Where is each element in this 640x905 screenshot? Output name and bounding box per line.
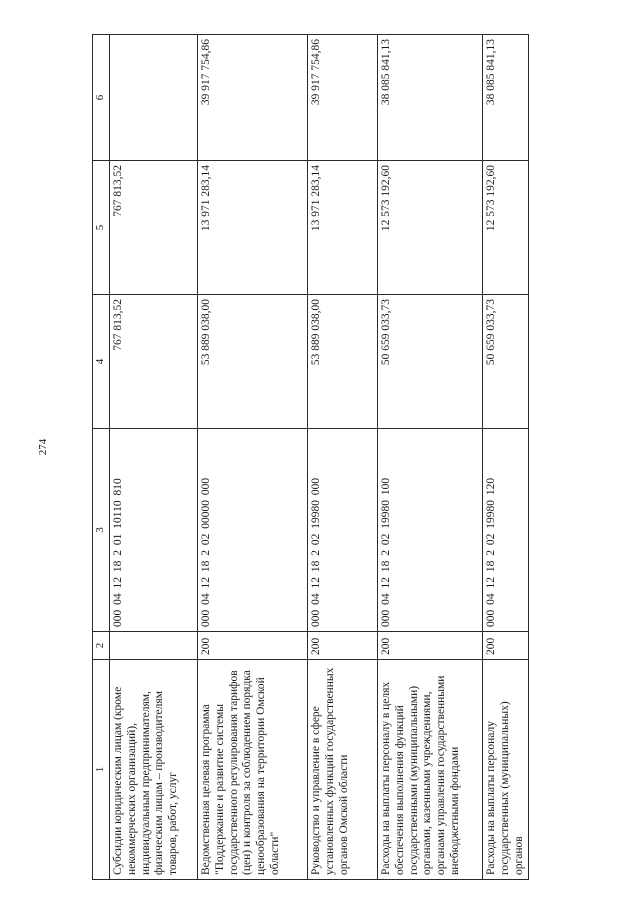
budget-table <box>92 34 529 880</box>
header-row <box>93 35 110 880</box>
row-col4: 50 659 033,73 <box>483 295 529 429</box>
row-admin: 200 <box>198 632 308 660</box>
row-col4: 767 813,52 <box>110 295 198 429</box>
table-row <box>378 35 483 880</box>
row-admin: 200 <box>308 632 378 660</box>
row-name: Субсидии юридическим лицам (кроме некоммерческих организаций), индивидуальным предпринимателям, физическим лицам – производителям товаров, работ, услуг <box>110 660 198 880</box>
header-col-6: 6 <box>93 35 110 161</box>
row-name: Расходы на выплаты персоналу государственных (муниципальных) органов <box>483 660 529 880</box>
row-code: 000 04 12 18 2 01 10110 810 <box>110 429 198 632</box>
row-name: Ведомственная целевая программа "Поддержание и развитие системы государственного регулирования тарифов (цен) и контроля за соблюдением порядка ценообразования на территории Омской области" <box>198 660 308 880</box>
row-col4: 50 659 033,73 <box>378 295 483 429</box>
row-code: 000 04 12 18 2 02 19980 100 <box>378 429 483 632</box>
row-col5: 13 971 283,14 <box>308 161 378 295</box>
header-col-2: 2 <box>93 632 110 660</box>
row-admin: 200 <box>378 632 483 660</box>
row-col5: 12 573 192,60 <box>483 161 529 295</box>
row-col6: 38 085 841,13 <box>483 35 529 161</box>
row-code: 000 04 12 18 2 02 00000 000 <box>198 429 308 632</box>
header-col-3: 3 <box>93 429 110 632</box>
row-col5: 767 813,52 <box>110 161 198 295</box>
row-col5: 12 573 192,60 <box>378 161 483 295</box>
header-col-1: 1 <box>93 660 110 880</box>
row-admin <box>110 632 198 660</box>
rotated-page <box>92 35 525 880</box>
row-col4: 53 889 038,00 <box>308 295 378 429</box>
table-row <box>483 35 529 880</box>
row-admin: 200 <box>483 632 529 660</box>
row-name: Руководство и управление в сфере установленных функций государственных органов Омской области <box>308 660 378 880</box>
row-code: 000 04 12 18 2 02 19980 120 <box>483 429 529 632</box>
row-col6 <box>110 35 198 161</box>
row-code: 000 04 12 18 2 02 19980 000 <box>308 429 378 632</box>
row-col6: 38 085 841,13 <box>378 35 483 161</box>
table-row <box>308 35 378 880</box>
table-row <box>198 35 308 880</box>
row-name: Расходы на выплаты персоналу в целях обеспечения выполнения функций государственными (муниципальными) органами, казенными учреждениями, органами управления государственными внебюджетными фондами <box>378 660 483 880</box>
row-col6: 39 917 754,86 <box>198 35 308 161</box>
table-row <box>110 35 198 880</box>
row-col6: 39 917 754,86 <box>308 35 378 161</box>
page-number: 274 <box>37 438 49 456</box>
row-col4: 53 889 038,00 <box>198 295 308 429</box>
header-col-5: 5 <box>93 161 110 295</box>
row-col5: 13 971 283,14 <box>198 161 308 295</box>
header-col-4: 4 <box>93 295 110 429</box>
